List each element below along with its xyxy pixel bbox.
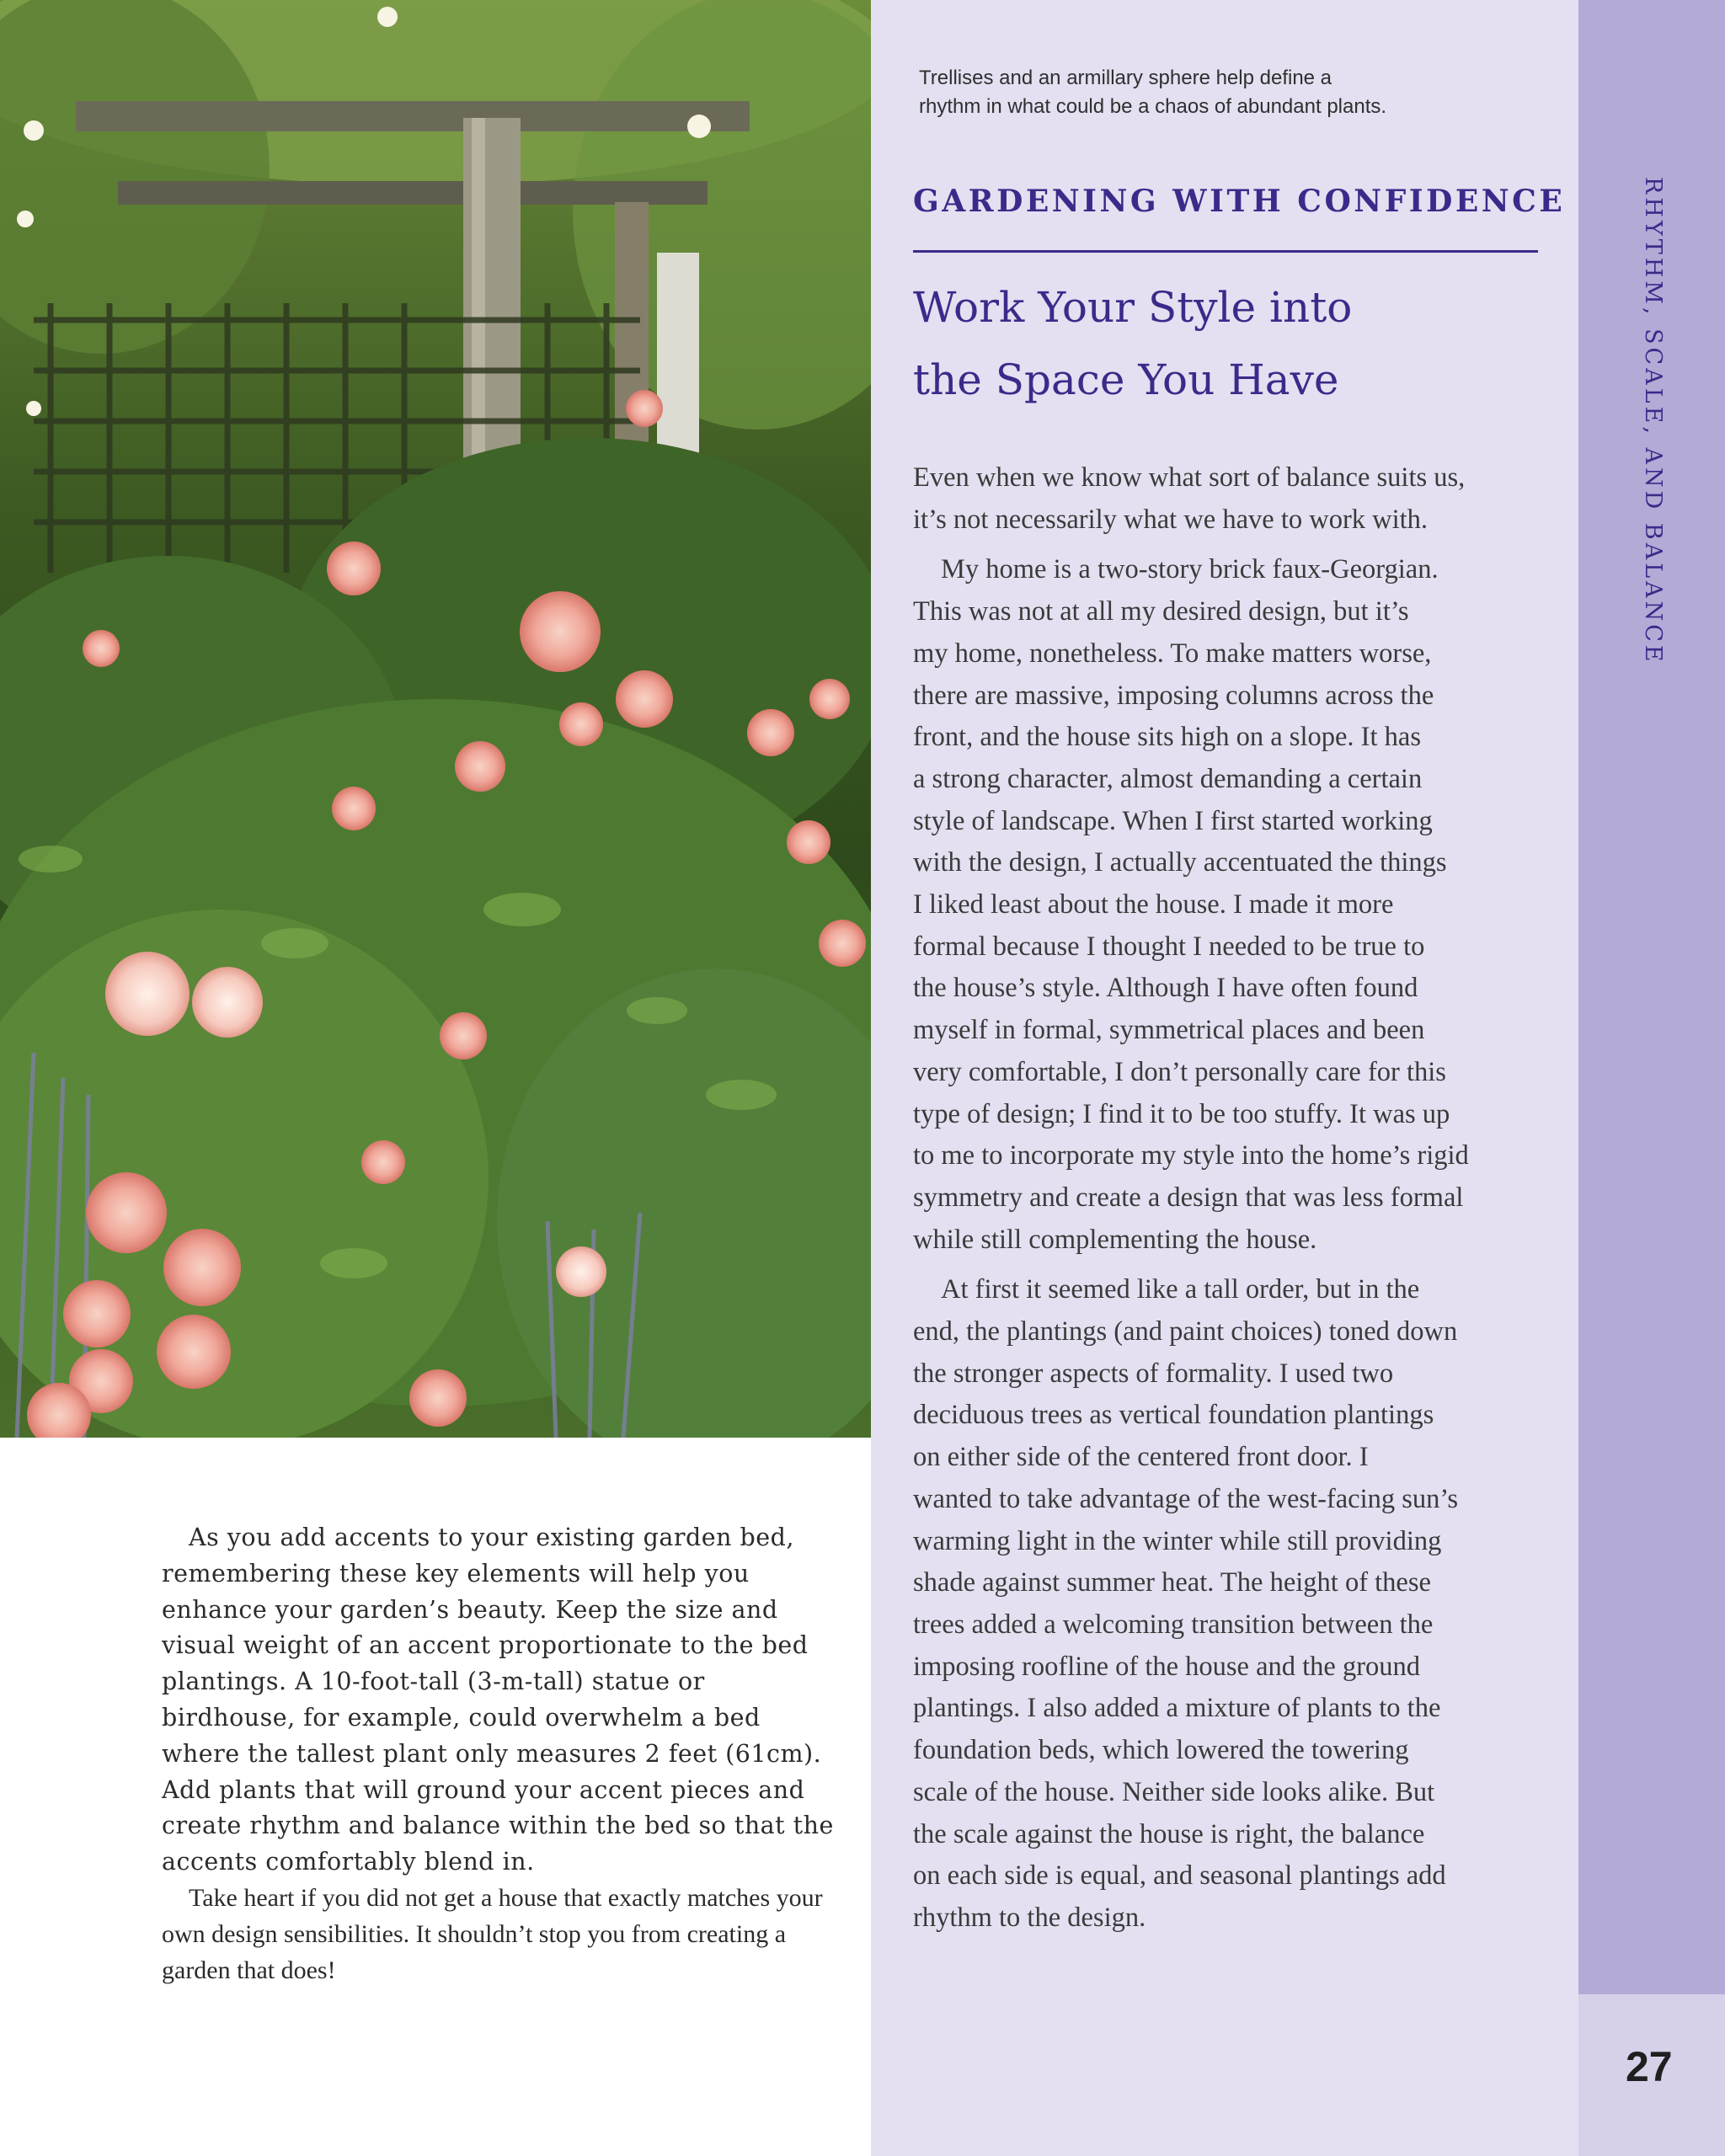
body-line: front, and the house sits high on a slope. It has — [913, 722, 1421, 753]
body-line: it’s not necessarily what we have to work with. — [913, 504, 1429, 535]
body-line: on either side of the centered front door. I — [913, 1442, 1369, 1473]
body-line: type of design; I find it to be too stuffy. It was up — [913, 1098, 1450, 1129]
body-line: with the design, I actually accentuated the things — [913, 847, 1447, 878]
left-paragraph-2: Take heart if you did not get a house that exactly matches your own design sensibilities. It shouldn’t stop you from creating a garden that does! — [162, 1883, 823, 1984]
rose-garden-illustration — [0, 0, 871, 1438]
left-body-text — [162, 1520, 836, 1988]
body-line: formal because I thought I needed to be true to — [913, 931, 1425, 962]
body-line: there are massive, imposing columns across the — [913, 680, 1434, 711]
body-line: myself in formal, symmetrical places and been — [913, 1015, 1425, 1046]
body-line: symmetry and create a design that was less formal — [913, 1182, 1464, 1213]
title-line: the Space You Have — [913, 355, 1339, 404]
caption-line: Trellises and an armillary sphere help define a — [919, 67, 1332, 89]
body-line: while still complementing the house. — [913, 1224, 1317, 1255]
body-line: on each side is equal, and seasonal plantings add — [913, 1860, 1446, 1892]
body-line: wanted to take advantage of the west-facing sun’s — [913, 1483, 1459, 1514]
body-line: imposing roofline of the house and the ground — [913, 1651, 1421, 1682]
caption-line: rhythm in what could be a chaos of abundant plants. — [919, 95, 1387, 118]
body-line: to me to incorporate my style into the home’s rigid — [913, 1140, 1469, 1171]
body-line: warming light in the winter while still providing — [913, 1525, 1442, 1556]
body-line: the scale against the house is right, the balance — [913, 1818, 1425, 1849]
section-heading: GARDENING WITH CONFIDENCE — [913, 184, 1566, 219]
body-line: a strong character, almost demanding a certain — [913, 763, 1423, 794]
body-line: style of landscape. When I first started working — [913, 805, 1433, 836]
article-title — [913, 271, 1538, 416]
body-line: I liked least about the house. I made it more — [913, 889, 1394, 921]
body-line: my home, nonetheless. To make matters worse, — [913, 638, 1432, 669]
body-line: At first it seemed like a tall order, but in the — [941, 1274, 1420, 1305]
body-line: end, the plantings (and paint choices) toned down — [913, 1316, 1458, 1348]
page-number: 27 — [1626, 2043, 1673, 2090]
body-line: rhythm to the design. — [913, 1902, 1146, 1933]
body-line: the stronger aspects of formality. I used two — [913, 1358, 1394, 1389]
body-line: scale of the house. Neither side looks alike. But — [913, 1776, 1435, 1807]
body-line: My home is a two-story brick faux-Georgian. — [941, 554, 1439, 585]
chapter-side-label: RHYTHM, SCALE, AND BALANCE — [1640, 177, 1666, 665]
photo-caption — [919, 64, 1509, 121]
heading-rule — [913, 250, 1538, 253]
title-line: Work Your Style into — [913, 283, 1353, 332]
right-body-text — [913, 457, 1546, 1940]
body-line: deciduous trees as vertical foundation plantings — [913, 1400, 1434, 1431]
body-line: foundation beds, which lowered the towering — [913, 1735, 1409, 1766]
left-paragraph-1: As you add accents to your existing garden bed, remembering these key elements will help you enhance your garden’s beauty. Keep the size and visual weight of an accent proportionate to the bed plantings. A 10-foot-tall (3-m-tall) statue or birdhouse, for example, could overwhelm a bed where the tallest plant only measures 2 feet (61cm). Add plants that will ground your accent pieces and create rhythm and balance within the bed so that the accents comfortably blend in. — [162, 1524, 834, 1876]
body-line: plantings. I also added a mixture of plants to the — [913, 1693, 1441, 1724]
body-line: the house’s style. Although I have often found — [913, 973, 1418, 1004]
body-line: trees added a welcoming transition between the — [913, 1609, 1434, 1640]
body-line: shade against summer heat. The height of these — [913, 1567, 1431, 1598]
body-line: very comfortable, I don’t personally care for this — [913, 1056, 1446, 1087]
garden-photo — [0, 0, 871, 1438]
body-line: This was not at all my desired design, but it’s — [913, 596, 1409, 627]
body-line: Even when we know what sort of balance suits us, — [913, 462, 1466, 493]
